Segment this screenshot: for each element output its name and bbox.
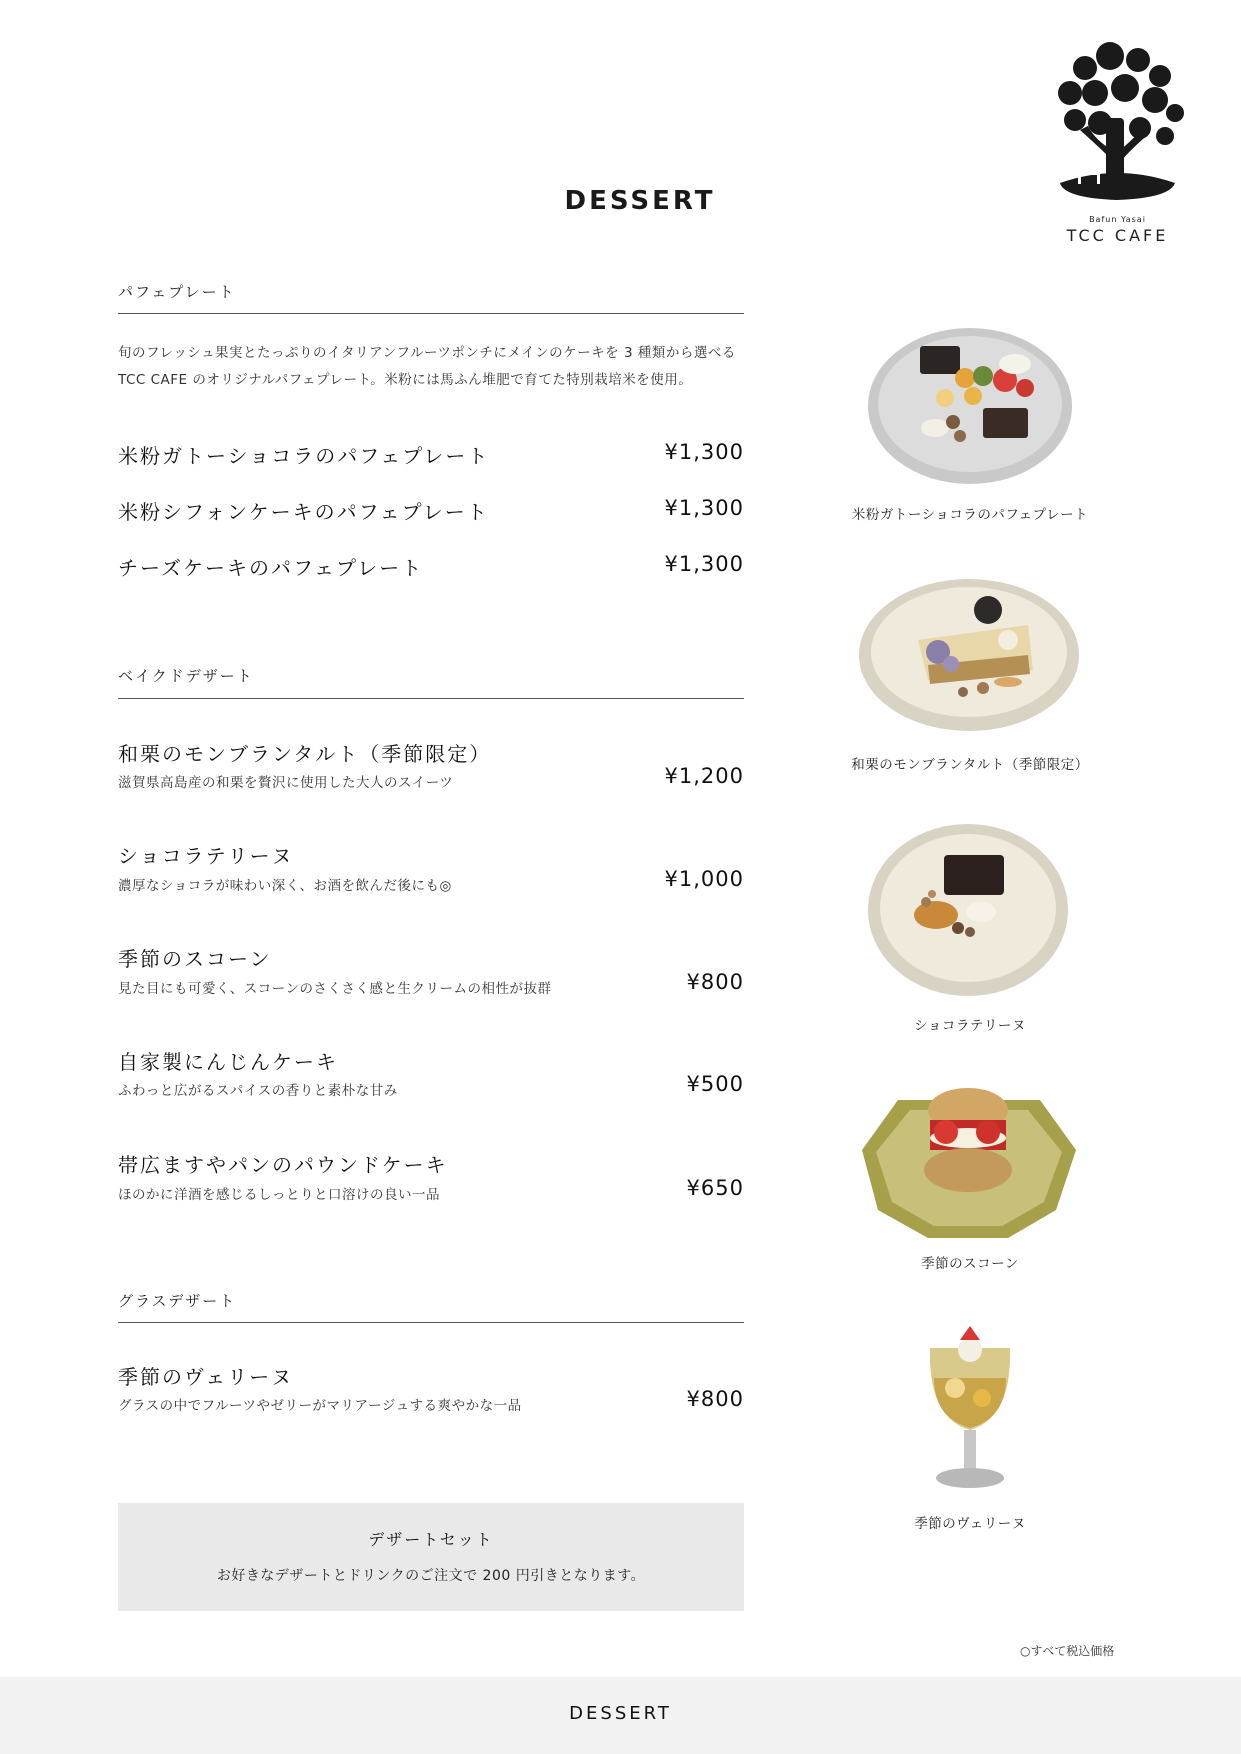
menu-item-price: ¥800 bbox=[686, 970, 744, 994]
menu-item-name: チーズケーキのパフェプレート bbox=[118, 556, 424, 580]
parfait-intro-line2: TCC CAFE のオリジナルパフェプレート。米粉には馬ふん堆肥で育てた特別栽培米を使用。 bbox=[118, 372, 693, 388]
logo-subtitle: Bafun Yasai bbox=[1089, 215, 1146, 224]
photo-caption: 季節のスコーン bbox=[921, 1256, 1019, 1272]
menu-item-price: ¥1,300 bbox=[664, 496, 744, 520]
menu-item-price: ¥800 bbox=[686, 1387, 744, 1411]
tcc-cafe-logo bbox=[1030, 38, 1205, 248]
photo-caption: 和栗のモンブランタルト（季節限定） bbox=[851, 757, 1089, 773]
photo-caption: ショコラテリーヌ bbox=[914, 1018, 1026, 1034]
menu-item-desc: グラスの中でフルーツやゼリーがマリアージュする爽やかな一品 bbox=[118, 1398, 522, 1414]
menu-item-price: ¥1,300 bbox=[664, 440, 744, 464]
menu-item-price: ¥500 bbox=[686, 1072, 744, 1096]
menu-item-name: 季節のスコーン bbox=[118, 947, 272, 971]
footer bbox=[0, 1677, 1241, 1754]
section-divider bbox=[118, 698, 744, 699]
dessert-set-desc: お好きなデザートとドリンクのご注文で 200 円引きとなります。 bbox=[216, 1568, 646, 1584]
section-title-parfait: パフェプレート bbox=[118, 283, 236, 301]
menu-item-desc: 見た目にも可愛く、スコーンのさくさく感と生クリームの相性が抜群 bbox=[118, 981, 552, 997]
tree-logo-icon bbox=[1040, 38, 1195, 213]
chestnut-montblanc-tart-photo bbox=[858, 570, 1080, 735]
menu-item-price: ¥1,000 bbox=[664, 867, 744, 891]
menu-item-name: 和栗のモンブランタルト（季節限定） bbox=[118, 742, 492, 766]
section-title-baked: ベイクドデザート bbox=[118, 667, 254, 685]
menu-item-desc: ほのかに洋酒を感じるしっとりと口溶けの良い一品 bbox=[118, 1187, 440, 1203]
chocolate-terrine-photo bbox=[866, 820, 1071, 998]
gateau-chocolat-parfait-photo bbox=[865, 318, 1075, 488]
menu-item-price: ¥1,200 bbox=[664, 764, 744, 788]
menu-item-name: ショコラテリーヌ bbox=[118, 844, 294, 868]
logo-name: TCC CAFE bbox=[1066, 226, 1169, 245]
menu-item-desc: ふわっと広がるスパイスの香りと素朴な甘み bbox=[118, 1083, 398, 1099]
seasonal-scone-photo bbox=[858, 1080, 1080, 1240]
menu-item-name: 米粉ガトーショコラのパフェプレート bbox=[118, 444, 490, 468]
dessert-set-title: デザートセット bbox=[368, 1530, 494, 1549]
menu-item-price: ¥650 bbox=[686, 1176, 744, 1200]
menu-item-price: ¥1,300 bbox=[664, 552, 744, 576]
photo-caption: 米粉ガトーショコラのパフェプレート bbox=[851, 507, 1089, 523]
section-divider bbox=[118, 313, 744, 314]
menu-item-desc: 濃厚なショコラが味わい深く、お酒を飲んだ後にも◎ bbox=[118, 878, 452, 894]
parfait-intro bbox=[118, 340, 758, 394]
section-divider bbox=[118, 1322, 744, 1323]
photo-caption: 季節のヴェリーヌ bbox=[914, 1516, 1026, 1532]
tax-note: ○すべて税込価格 bbox=[1020, 1644, 1115, 1658]
menu-item-name: 季節のヴェリーヌ bbox=[118, 1365, 294, 1389]
menu-item-name: 自家製にんじんケーキ bbox=[118, 1050, 338, 1074]
dessert-set-box bbox=[118, 1503, 744, 1611]
footer-title: DESSERT bbox=[569, 1703, 672, 1724]
section-title-glass: グラスデザート bbox=[118, 1292, 237, 1310]
menu-item-name: 帯広ますやパンのパウンドケーキ bbox=[118, 1153, 448, 1177]
menu-item-desc: 滋賀県高島産の和栗を贅沢に使用した大人のスイーツ bbox=[118, 775, 454, 791]
seasonal-verrine-photo bbox=[920, 1318, 1020, 1498]
parfait-intro-line1: 旬のフレッシュ果実とたっぷりのイタリアンフルーツポンチにメインのケーキを 3 種類から選べる bbox=[118, 345, 736, 361]
menu-item-name: 米粉シフォンケーキのパフェプレート bbox=[118, 500, 489, 524]
page-title: DESSERT bbox=[564, 186, 716, 216]
